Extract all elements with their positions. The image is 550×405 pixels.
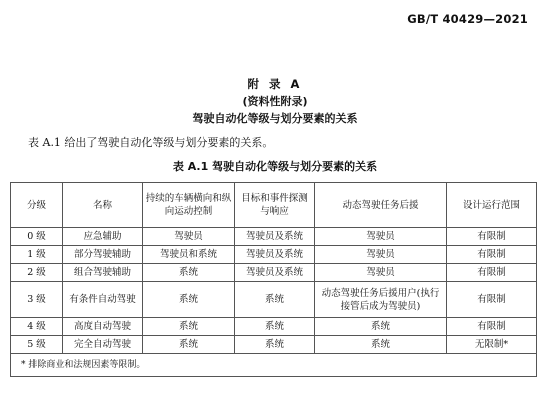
header-control: 持续的车辆横向和纵向运动控制 — [143, 183, 235, 228]
cell-level: 3 级 — [11, 282, 63, 318]
cell-name: 应急辅助 — [63, 228, 143, 246]
intro-paragraph: 表 A.1 给出了驾驶自动化等级与划分要素的关系。 — [28, 136, 274, 149]
cell-odd: 有限制 — [447, 318, 537, 336]
cell-odd: 无限制* — [447, 336, 537, 354]
header-oedr: 目标和事件探测与响应 — [235, 183, 315, 228]
table-row — [11, 228, 537, 246]
appendix-title: 附 录 A — [247, 77, 303, 91]
cell-oedr: 驾驶员及系统 — [235, 228, 315, 246]
cell-level: 2 级 — [11, 264, 63, 282]
cell-odd: 有限制 — [447, 264, 537, 282]
cell-name: 组合驾驶辅助 — [63, 264, 143, 282]
cell-name: 部分驾驶辅助 — [63, 246, 143, 264]
cell-fallback: 系统 — [315, 336, 447, 354]
cell-control: 系统 — [143, 282, 235, 318]
table-row — [11, 246, 537, 264]
table-header-row — [11, 183, 537, 228]
cell-oedr: 系统 — [235, 282, 315, 318]
cell-level: 4 级 — [11, 318, 63, 336]
table-row — [11, 282, 537, 318]
cell-name: 有条件自动驾驶 — [63, 282, 143, 318]
cell-control: 驾驶员 — [143, 228, 235, 246]
cell-level: 0 级 — [11, 228, 63, 246]
cell-fallback: 动态驾驶任务后援用户(执行接管后成为驾驶员) — [315, 282, 447, 318]
cell-name: 高度自动驾驶 — [63, 318, 143, 336]
cell-name: 完全自动驾驶 — [63, 336, 143, 354]
cell-oedr: 驾驶员及系统 — [235, 264, 315, 282]
automation-levels-table — [10, 182, 537, 377]
cell-control: 系统 — [143, 336, 235, 354]
table-caption: 表 A.1 驾驶自动化等级与划分要素的关系 — [172, 160, 378, 173]
header-fallback: 动态驾驶任务后援 — [315, 183, 447, 228]
cell-oedr: 系统 — [235, 318, 315, 336]
cell-fallback: 系统 — [315, 318, 447, 336]
cell-level: 5 级 — [11, 336, 63, 354]
table-footnote: * 排除商业和法规因素等限制。 — [11, 354, 537, 377]
cell-control: 系统 — [143, 264, 235, 282]
appendix-type: (资料性附录) — [242, 95, 308, 108]
cell-odd: 有限制 — [447, 246, 537, 264]
cell-oedr: 系统 — [235, 336, 315, 354]
cell-fallback: 驾驶员 — [315, 264, 447, 282]
cell-control: 驾驶员和系统 — [143, 246, 235, 264]
table-row — [11, 264, 537, 282]
appendix-heading: 驾驶自动化等级与划分要素的关系 — [192, 112, 358, 125]
cell-odd: 有限制 — [447, 228, 537, 246]
cell-oedr: 驾驶员及系统 — [235, 246, 315, 264]
table-row — [11, 336, 537, 354]
cell-control: 系统 — [143, 318, 235, 336]
table-footnote-row — [11, 354, 537, 377]
cell-fallback: 驾驶员 — [315, 246, 447, 264]
header-odd: 设计运行范围 — [447, 183, 537, 228]
header-level: 分级 — [11, 183, 63, 228]
cell-level: 1 级 — [11, 246, 63, 264]
table-row — [11, 318, 537, 336]
header-name: 名称 — [63, 183, 143, 228]
standard-code: GB/T 40429—2021 — [407, 12, 528, 26]
cell-odd: 有限制 — [447, 282, 537, 318]
cell-fallback: 驾驶员 — [315, 228, 447, 246]
